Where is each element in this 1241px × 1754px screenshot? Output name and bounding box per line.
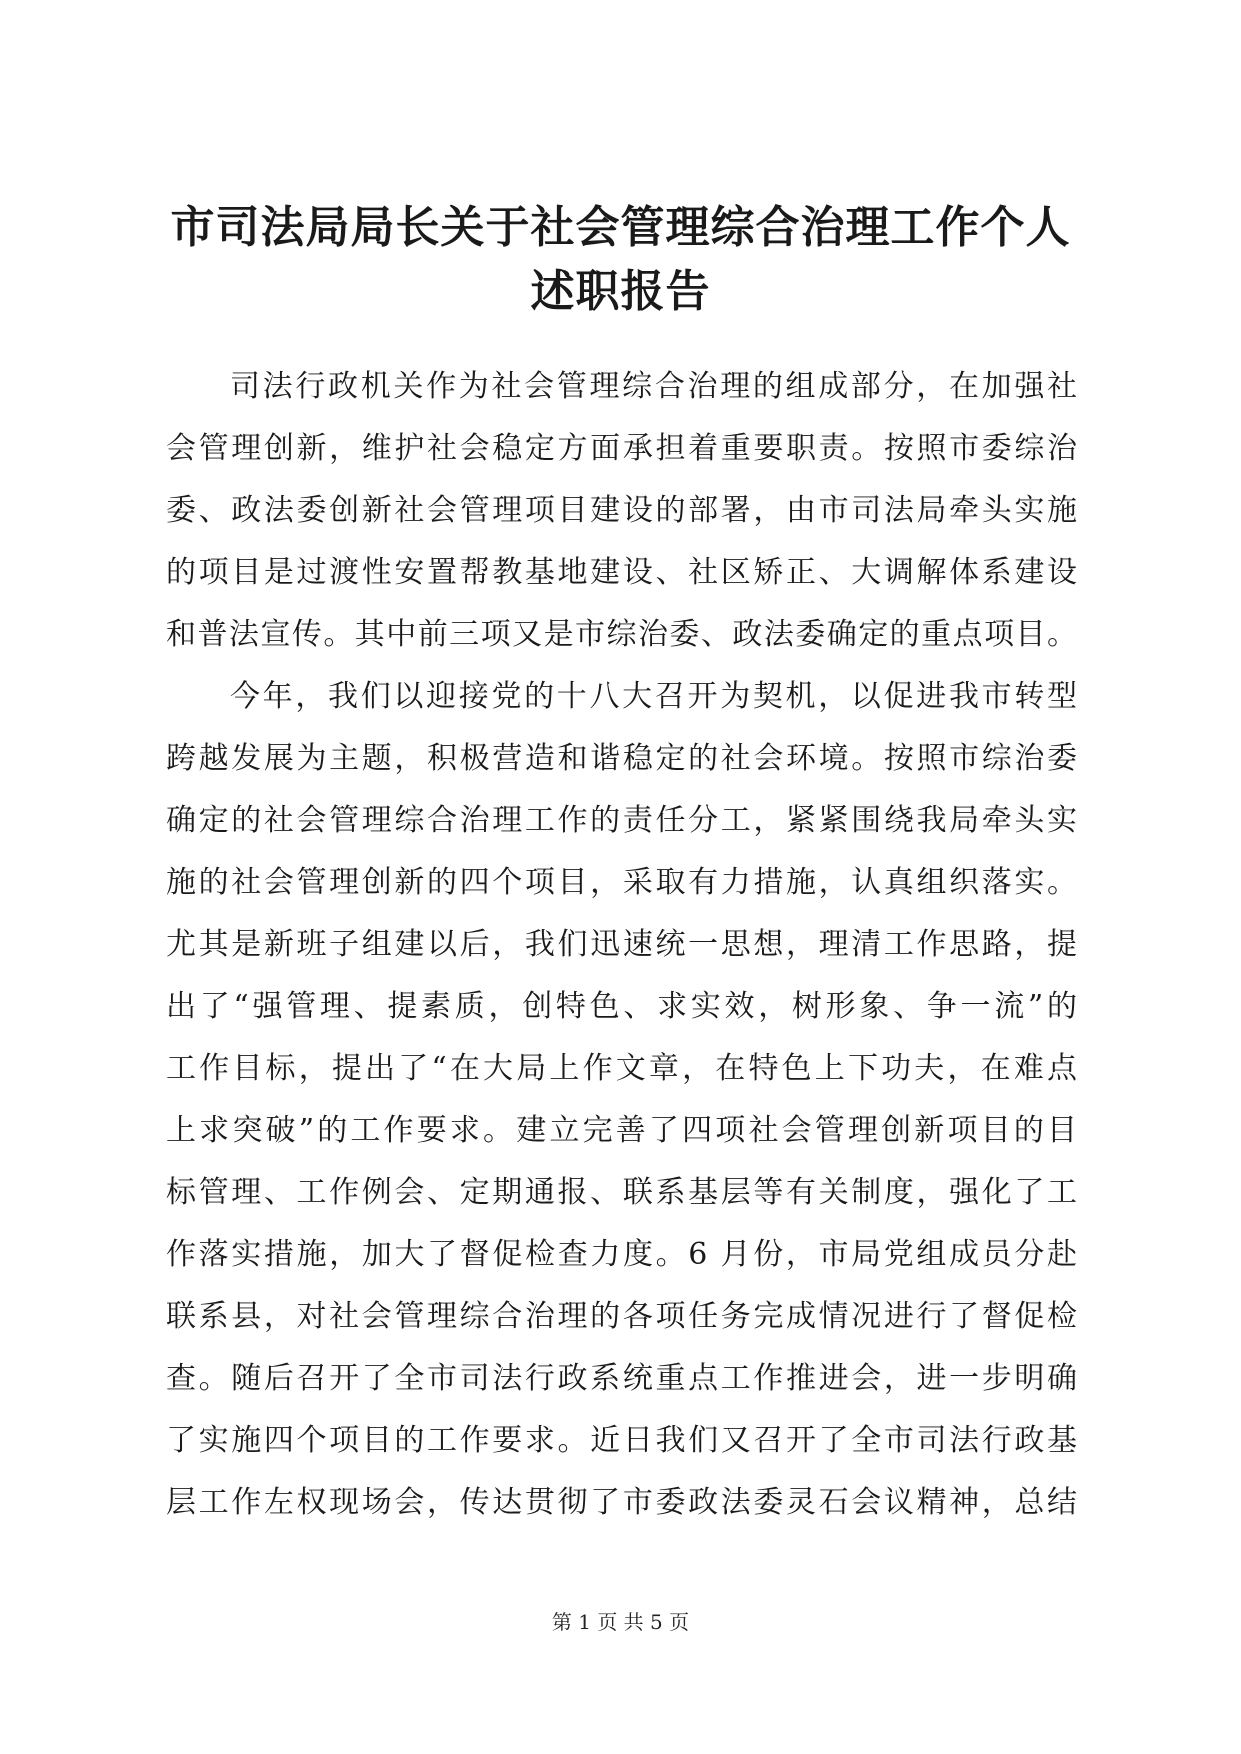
text-line: 工作目标，提出了“在大局上作文章，在特色上下功夫，在难点 xyxy=(166,1051,1078,1086)
text-line: 委、政法委创新社会管理项目建设的部署，由市司法局牵头实施 xyxy=(166,493,1078,528)
text-line: 施的社会管理创新的四个项目，采取有力措施，认真组织落实。 xyxy=(166,865,1078,900)
page-number-footer: 第 1 页 共 5 页 xyxy=(551,1610,690,1634)
paragraph-2 xyxy=(166,666,1078,1534)
text-line: 会管理创新，维护社会稳定方面承担着重要职责。按照市委综治 xyxy=(166,431,1078,466)
text-line: 司法行政机关作为社会管理综合治理的组成部分，在加强社 xyxy=(230,369,1078,404)
text-line: 的项目是过渡性安置帮教基地建设、社区矫正、大调解体系建设 xyxy=(166,555,1078,590)
text-line: 今年，我们以迎接党的十八大召开为契机，以促进我市转型 xyxy=(230,679,1078,714)
title-line-2: 述职报告 xyxy=(530,266,711,317)
text-line: 上求突破”的工作要求。建立完善了四项社会管理创新项目的目 xyxy=(166,1113,1078,1148)
text-line: 了实施四个项目的工作要求。近日我们又召开了全市司法行政基 xyxy=(166,1423,1078,1458)
text-line: 出了“强管理、提素质，创特色、求实效，树形象、争一流”的 xyxy=(166,989,1078,1024)
document-title xyxy=(160,196,1081,324)
text-line: 层工作左权现场会，传达贯彻了市委政法委灵石会议精神，总结 xyxy=(166,1485,1078,1520)
paragraph-1 xyxy=(166,356,1078,666)
text-line: 作落实措施，加大了督促检查力度。6 月份，市局党组成员分赴 xyxy=(166,1237,1078,1272)
text-line: 联系县，对社会管理综合治理的各项任务完成情况进行了督促检 xyxy=(166,1299,1078,1334)
document-body xyxy=(166,356,1078,1534)
title-line-1: 市司法局局长关于社会管理综合治理工作个人 xyxy=(170,202,1071,253)
text-line: 和普法宣传。其中前三项又是市综治委、政法委确定的重点项目。 xyxy=(166,617,1078,652)
text-line: 确定的社会管理综合治理工作的责任分工，紧紧围绕我局牵头实 xyxy=(166,803,1078,838)
text-line: 跨越发展为主题，积极营造和谐稳定的社会环境。按照市综治委 xyxy=(166,741,1078,776)
text-line: 尤其是新班子组建以后，我们迅速统一思想，理清工作思路，提 xyxy=(166,927,1078,962)
text-line: 标管理、工作例会、定期通报、联系基层等有关制度，强化了工 xyxy=(166,1175,1078,1210)
text-line: 查。随后召开了全市司法行政系统重点工作推进会，进一步明确 xyxy=(166,1361,1078,1396)
